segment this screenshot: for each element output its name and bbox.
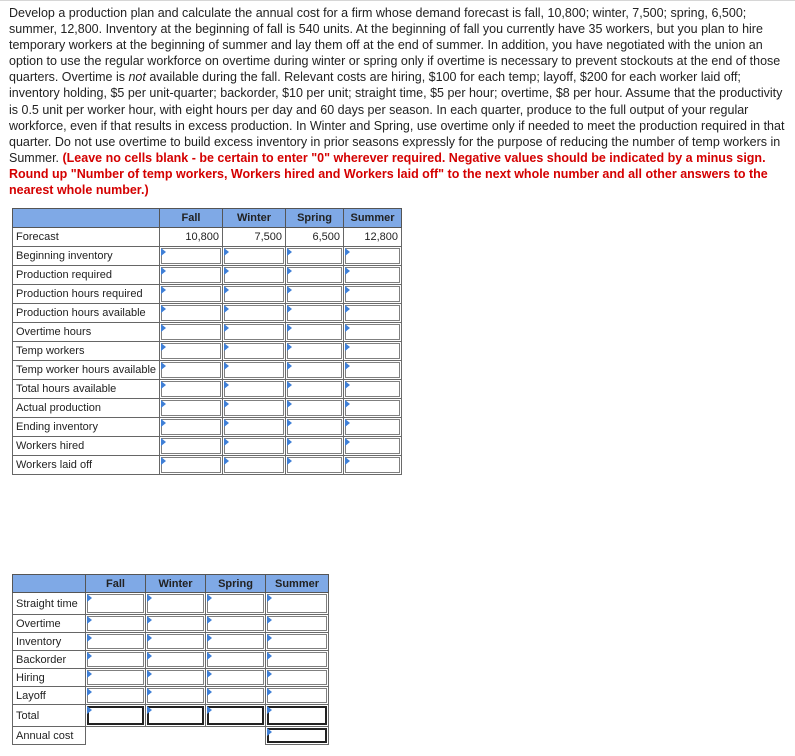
- workers-hired-input-spring[interactable]: [286, 437, 344, 456]
- temp-workers-input-spring[interactable]: [286, 342, 344, 361]
- overtime-hours-input-summer[interactable]: [344, 323, 402, 342]
- table-row: [13, 615, 329, 633]
- row-label-beginning-inventory: Beginning inventory: [13, 247, 160, 266]
- overtime-cost-input-summer[interactable]: [266, 615, 329, 633]
- col-header-summer: Summer: [344, 209, 402, 228]
- overtime-cost-input-winter[interactable]: [146, 615, 206, 633]
- row-label-temp-workers: Temp workers: [13, 342, 160, 361]
- row-label-production-required: Production required: [13, 266, 160, 285]
- table-row: [13, 247, 402, 266]
- hiring-cost-input-fall[interactable]: [86, 669, 146, 687]
- layoff-cost-input-winter[interactable]: [146, 687, 206, 705]
- backorder-cost-input-winter[interactable]: [146, 651, 206, 669]
- production-hours-required-input-summer[interactable]: [344, 285, 402, 304]
- problem-text-continued: available during the fall. Relevant costs are hiring, $100 for each temp; layoff, $200 for each worker laid off; inventory holding, $5 per unit-quarter; backorder, $10 per unit; straight time, $5 per hour; overtime, $8 per hour. Assume that the productivity is 0.5 unit per worker hour, with eight hours per day and 60 days per season. In each quarter, produce to the full output of your regular workforce, even if that results in excess production. In Winter and Spring, use overtime only if needed to meet the production required in that quarter. Do not use overtime to build excess inventory in prior seasons expressly for the purpose of reducing the number of temp workers in Summer.: [9, 70, 785, 165]
- ending-inventory-input-fall[interactable]: [160, 418, 223, 437]
- row-label-actual-production: Actual production: [13, 399, 160, 418]
- problem-instructions: (Leave no cells blank - be certain to enter "0" wherever required. Negative values should be indicated by a minus sign. Round up "Number of temp workers, Workers hired and Workers laid off" to the next whole number and all other answers to the nearest whole number.): [9, 150, 768, 198]
- backorder-cost-input-spring[interactable]: [206, 651, 266, 669]
- straight-time-cost-input-winter[interactable]: [146, 593, 206, 615]
- problem-text: Develop a production plan and calculate the annual cost for a firm whose demand forecast is fall, 10,800; winter, 7,500; spring, 6,500; summer, 12,800. Inventory at the beginning of fall is 540 units. At the beginning of fall you currently have 35 workers, but you plan to hire temporary workers at the beginning of summer and lay them off at the end of summer. In addition, you have negotiated with the union an option to use the regular workforce on overtime during winter or spring only if overtime is necessary to prevent stockouts at the end of those quarters. Overtime is: [9, 6, 781, 85]
- annual-cost-input[interactable]: [266, 727, 329, 745]
- production-hours-available-input-winter[interactable]: [223, 304, 286, 323]
- actual-production-input-summer[interactable]: [344, 399, 402, 418]
- overtime-hours-input-fall[interactable]: [160, 323, 223, 342]
- beginning-inventory-input-winter[interactable]: [223, 247, 286, 266]
- production-plan-table: [12, 208, 402, 475]
- table-row: [13, 323, 402, 342]
- production-required-input-summer[interactable]: [344, 266, 402, 285]
- actual-production-input-winter[interactable]: [223, 399, 286, 418]
- production-hours-required-input-winter[interactable]: [223, 285, 286, 304]
- temp-worker-hours-available-input-winter[interactable]: [223, 361, 286, 380]
- production-plan-header-row: [13, 209, 402, 228]
- row-label-ending-inventory: Ending inventory: [13, 418, 160, 437]
- overtime-hours-input-winter[interactable]: [223, 323, 286, 342]
- annual-cost-row: [13, 727, 329, 745]
- total-hours-available-input-winter[interactable]: [223, 380, 286, 399]
- row-label-overtime: Overtime: [13, 615, 86, 633]
- hiring-cost-input-summer[interactable]: [266, 669, 329, 687]
- table-row: [13, 633, 329, 651]
- problem-statement: [9, 5, 789, 198]
- workers-laid-off-input-spring[interactable]: [286, 456, 344, 475]
- row-label-forecast: Forecast: [13, 228, 160, 247]
- production-hours-required-input-spring[interactable]: [286, 285, 344, 304]
- table-row: [13, 593, 329, 615]
- table-row: [13, 418, 402, 437]
- row-label-inventory: Inventory: [13, 633, 86, 651]
- temp-worker-hours-available-input-fall[interactable]: [160, 361, 223, 380]
- straight-time-cost-input-spring[interactable]: [206, 593, 266, 615]
- cost-col-header-winter: Winter: [146, 575, 206, 593]
- total-hours-available-input-summer[interactable]: [344, 380, 402, 399]
- header-corner: [13, 209, 160, 228]
- cost-col-header-spring: Spring: [206, 575, 266, 593]
- table-row: [13, 669, 329, 687]
- col-header-winter: Winter: [223, 209, 286, 228]
- hiring-cost-input-winter[interactable]: [146, 669, 206, 687]
- table-row: [13, 437, 402, 456]
- row-label-hiring: Hiring: [13, 669, 86, 687]
- hiring-cost-input-spring[interactable]: [206, 669, 266, 687]
- cost-col-header-summer: Summer: [266, 575, 329, 593]
- inventory-cost-input-fall[interactable]: [86, 633, 146, 651]
- temp-workers-input-winter[interactable]: [223, 342, 286, 361]
- ending-inventory-input-winter[interactable]: [223, 418, 286, 437]
- inventory-cost-input-winter[interactable]: [146, 633, 206, 651]
- row-label-workers-hired: Workers hired: [13, 437, 160, 456]
- cost-header-row: [13, 575, 329, 593]
- table-row: [13, 285, 402, 304]
- row-label-annual-cost: Annual cost: [13, 727, 86, 745]
- total-hours-available-input-spring[interactable]: [286, 380, 344, 399]
- row-label-production-hours-required: Production hours required: [13, 285, 160, 304]
- inventory-cost-input-spring[interactable]: [206, 633, 266, 651]
- total-input-winter[interactable]: [146, 705, 206, 727]
- layoff-cost-input-spring[interactable]: [206, 687, 266, 705]
- forecast-spring: 6,500: [286, 228, 344, 247]
- temp-workers-input-summer[interactable]: [344, 342, 402, 361]
- row-label-production-hours-available: Production hours available: [13, 304, 160, 323]
- beginning-inventory-input-summer[interactable]: [344, 247, 402, 266]
- actual-production-input-fall[interactable]: [160, 399, 223, 418]
- total-input-spring[interactable]: [206, 705, 266, 727]
- production-hours-available-input-spring[interactable]: [286, 304, 344, 323]
- layoff-cost-input-summer[interactable]: [266, 687, 329, 705]
- production-required-input-winter[interactable]: [223, 266, 286, 285]
- workers-laid-off-input-fall[interactable]: [160, 456, 223, 475]
- workers-laid-off-input-winter[interactable]: [223, 456, 286, 475]
- backorder-cost-input-fall[interactable]: [86, 651, 146, 669]
- forecast-fall: 10,800: [160, 228, 223, 247]
- table-row: [13, 380, 402, 399]
- total-row: [13, 705, 329, 727]
- total-hours-available-input-fall[interactable]: [160, 380, 223, 399]
- overtime-cost-input-spring[interactable]: [206, 615, 266, 633]
- temp-worker-hours-available-input-spring[interactable]: [286, 361, 344, 380]
- cost-header-corner: [13, 575, 86, 593]
- row-label-layoff: Layoff: [13, 687, 86, 705]
- cost-col-header-fall: Fall: [86, 575, 146, 593]
- row-label-workers-laid-off: Workers laid off: [13, 456, 160, 475]
- beginning-inventory-input-spring[interactable]: [286, 247, 344, 266]
- beginning-inventory-input-fall[interactable]: [160, 247, 223, 266]
- ending-inventory-input-spring[interactable]: [286, 418, 344, 437]
- top-divider: [0, 0, 795, 1]
- problem-emphasis-not: not: [128, 70, 146, 85]
- actual-production-input-spring[interactable]: [286, 399, 344, 418]
- ending-inventory-input-summer[interactable]: [344, 418, 402, 437]
- forecast-row: [13, 228, 402, 247]
- row-label-total: Total: [13, 705, 86, 727]
- table-row: [13, 361, 402, 380]
- table-row: [13, 266, 402, 285]
- table-row: [13, 456, 402, 475]
- row-label-straight-time: Straight time: [13, 593, 86, 615]
- col-header-spring: Spring: [286, 209, 344, 228]
- overtime-cost-input-fall[interactable]: [86, 615, 146, 633]
- production-required-input-spring[interactable]: [286, 266, 344, 285]
- cost-table: [12, 574, 329, 745]
- forecast-summer: 12,800: [344, 228, 402, 247]
- workers-hired-input-winter[interactable]: [223, 437, 286, 456]
- table-row: [13, 342, 402, 361]
- workers-hired-input-fall[interactable]: [160, 437, 223, 456]
- table-row: [13, 399, 402, 418]
- workers-laid-off-input-summer[interactable]: [344, 456, 402, 475]
- temp-workers-input-fall[interactable]: [160, 342, 223, 361]
- production-hours-available-input-fall[interactable]: [160, 304, 223, 323]
- workers-hired-input-summer[interactable]: [344, 437, 402, 456]
- production-hours-required-input-fall[interactable]: [160, 285, 223, 304]
- production-required-input-fall[interactable]: [160, 266, 223, 285]
- backorder-cost-input-summer[interactable]: [266, 651, 329, 669]
- layoff-cost-input-fall[interactable]: [86, 687, 146, 705]
- table-row: [13, 687, 329, 705]
- total-input-fall[interactable]: [86, 705, 146, 727]
- total-input-summer[interactable]: [266, 705, 329, 727]
- forecast-winter: 7,500: [223, 228, 286, 247]
- table-row: [13, 651, 329, 669]
- overtime-hours-input-spring[interactable]: [286, 323, 344, 342]
- temp-worker-hours-available-input-summer[interactable]: [344, 361, 402, 380]
- straight-time-cost-input-summer[interactable]: [266, 593, 329, 615]
- row-label-backorder: Backorder: [13, 651, 86, 669]
- col-header-fall: Fall: [160, 209, 223, 228]
- table-row: [13, 304, 402, 323]
- row-label-overtime-hours: Overtime hours: [13, 323, 160, 342]
- row-label-temp-worker-hours-available: Temp worker hours available: [13, 361, 160, 380]
- straight-time-cost-input-fall[interactable]: [86, 593, 146, 615]
- row-label-total-hours-available: Total hours available: [13, 380, 160, 399]
- inventory-cost-input-summer[interactable]: [266, 633, 329, 651]
- production-hours-available-input-summer[interactable]: [344, 304, 402, 323]
